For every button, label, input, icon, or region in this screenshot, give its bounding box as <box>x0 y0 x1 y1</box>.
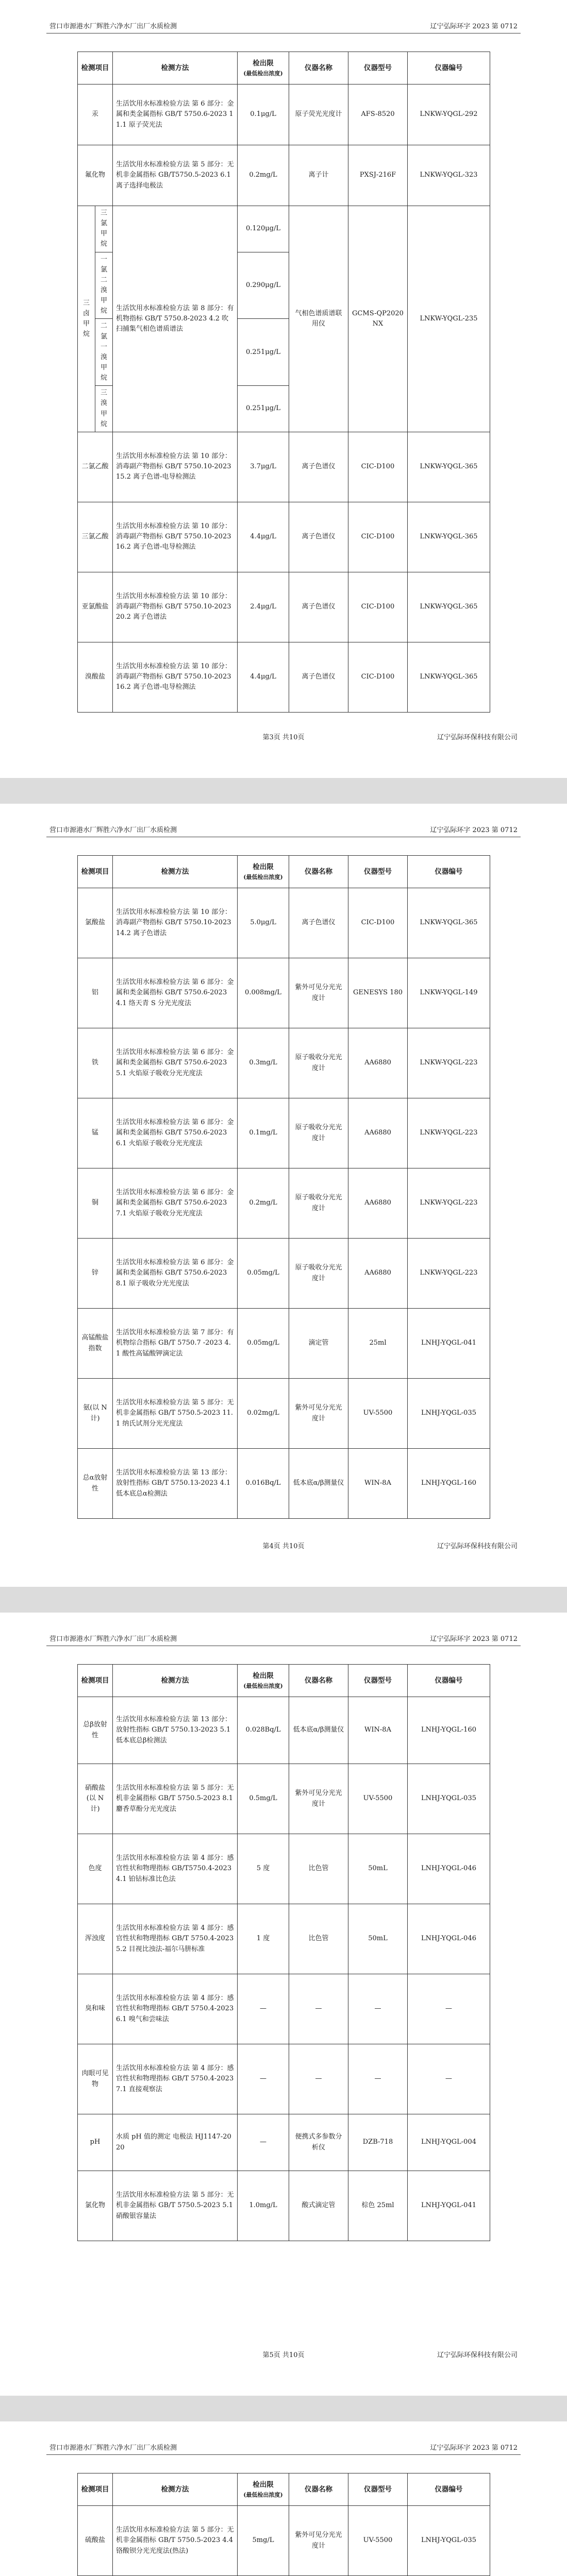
item-cell: 汞 <box>78 84 113 145</box>
model-cell: CIC-D100 <box>348 888 408 958</box>
table-row <box>78 1449 490 1519</box>
item-cell: 总α放射性 <box>78 1449 113 1519</box>
method-cell: 生活饮用水标准检验方法 第 10 部分：消毒副产物指标 GB/T 5750.10-2023 16.2 离子色谱-电导检测法 <box>113 502 238 572</box>
instrument-cell: 比色管 <box>289 1904 348 1974</box>
limit-cell: 0.05mg/L <box>238 1309 289 1379</box>
instrument-cell: 离子计 <box>289 145 348 206</box>
item-cell: 总β放射性 <box>78 1697 113 1764</box>
table-row <box>78 888 490 958</box>
number-cell: LNKW-YQGL-365 <box>408 502 490 572</box>
table-row <box>78 145 490 206</box>
table-row <box>78 1904 490 1974</box>
col-header-number: 仪器编号 <box>408 856 490 888</box>
page-number: 第3页 共10页 <box>262 734 305 741</box>
instrument-cell: 离子色谱仪 <box>289 572 348 642</box>
limit-cell: 0.02mg/L <box>238 1379 289 1449</box>
method-cell: 生活饮用水标准检验方法 第 5 部分：无机非金属指标 GB/T5750.5-2023 6.1 离子选择电极法 <box>113 145 238 206</box>
method-cell: 生活饮用水标准检验方法 第 5 部分：无机非金属指标 GB/T 5750.5-2023 8.1 麝香草酚分光光度法 <box>113 1764 238 1834</box>
col-header-number: 仪器编号 <box>408 52 490 84</box>
table-row <box>78 2171 490 2241</box>
model-cell: GENESYS 180 <box>348 958 408 1028</box>
number-cell: LNKW-YQGL-365 <box>408 888 490 958</box>
limit-cell: 0.05mg/L <box>238 1239 289 1309</box>
header-left-text: 营口市源港水厂辉胜六净水厂出厂水质检测 <box>49 2444 177 2452</box>
model-cell: WIN-8A <box>348 1449 408 1519</box>
method-cell: 生活饮用水标准检验方法 第 7 部分：有机物综合指标 GB/T 5750.7 -2023 4.1 酸性高锰酸钾滴定法 <box>113 1309 238 1379</box>
number-cell: LNKW-YQGL-323 <box>408 145 490 206</box>
limit-cell: — <box>238 1974 289 2044</box>
model-cell: UV-5500 <box>348 2506 408 2576</box>
model-cell: AA6880 <box>348 1239 408 1309</box>
table-row <box>78 1309 490 1379</box>
item-cell: 氯酸盐 <box>78 888 113 958</box>
number-cell: LNKW-YQGL-365 <box>408 432 490 502</box>
table-row <box>78 1168 490 1239</box>
table-row <box>78 1379 490 1449</box>
footer-company: 辽宁弘际环保科技有限公司 <box>437 734 518 741</box>
instrument-cell: 离子色谱仪 <box>289 432 348 502</box>
page-footer <box>46 2347 521 2360</box>
method-cell: 生活饮用水标准检验方法 第 4 部分：感官性状和物理指标 GB/T 5750.4-2023 7.1 直接观察法 <box>113 2044 238 2114</box>
number-cell: LNHJ-YQGL-041 <box>408 1309 490 1379</box>
limit-cell: 0.251μg/L <box>238 319 289 386</box>
method-cell: 生活饮用水标准检验方法 第 10 部分：消毒副产物指标 GB/T 5750.10-2023 16.2 离子色谱-电导检测法 <box>113 642 238 712</box>
table-row <box>78 2114 490 2171</box>
instrument-cell: 紫外可见分光光度计 <box>289 1379 348 1449</box>
col-header-number: 仪器编号 <box>408 2473 490 2506</box>
table-header-row <box>78 2473 490 2506</box>
number-cell: LNHJ-YQGL-160 <box>408 1449 490 1519</box>
item-cell: 氯化物 <box>78 2171 113 2241</box>
model-cell: WIN-8A <box>348 1697 408 1764</box>
method-cell: 生活饮用水标准检验方法 第 10 部分：消毒副产物指标 GB/T 5750.10-2023 15.2 离子色谱-电导检测法 <box>113 432 238 502</box>
report-page-4 <box>0 804 567 1587</box>
table-row <box>78 2506 490 2576</box>
instrument-cell: 低本底α/β测量仪 <box>289 1449 348 1519</box>
limit-cell: 0.3mg/L <box>238 1028 289 1098</box>
limit-cell: 0.016Bq/L <box>238 1449 289 1519</box>
col-header-limit-label: 检出限 <box>253 2481 274 2489</box>
col-header-limit-unit: (最低检出浓度) <box>243 2491 283 2498</box>
model-cell: 棕色 25ml <box>348 2171 408 2241</box>
col-header-limit <box>238 856 289 888</box>
instrument-cell: — <box>289 1974 348 2044</box>
item-cell: 氨(以 N 计) <box>78 1379 113 1449</box>
number-cell: LNKW-YQGL-235 <box>408 206 490 432</box>
method-cell: 生活饮用水标准检验方法 第 6 部分：金属和类金属指标 GB/T 5750.6-2023 5.1 火焰原子吸收分光光度法 <box>113 1028 238 1098</box>
model-cell: CIC-D100 <box>348 572 408 642</box>
table-row <box>78 642 490 712</box>
model-cell: AA6880 <box>348 1098 408 1168</box>
model-cell: CIC-D100 <box>348 432 408 502</box>
report-page-3 <box>0 0 567 778</box>
col-header-model: 仪器型号 <box>348 52 408 84</box>
item-cell: 肉眼可见物 <box>78 2044 113 2114</box>
model-cell: DZB-718 <box>348 2114 408 2171</box>
page-number: 第4页 共10页 <box>262 1543 305 1550</box>
method-cell: 生活饮用水标准检验方法 第 6 部分：金属和类金属指标 GB/T 5750.6-2023 11.1 原子荧光法 <box>113 84 238 145</box>
limit-cell: 0.028Bq/L <box>238 1697 289 1764</box>
number-cell: LNKW-YQGL-223 <box>408 1028 490 1098</box>
instrument-cell: 原子吸收分光光度计 <box>289 1239 348 1309</box>
method-cell: 生活饮用水标准检验方法 第 6 部分：金属和类金属指标 GB/T 5750.6-2023 8.1 原子吸收分光光度法 <box>113 1239 238 1309</box>
number-cell: LNKW-YQGL-223 <box>408 1168 490 1239</box>
col-header-number: 仪器编号 <box>408 1665 490 1697</box>
col-header-method: 检测方法 <box>113 2473 238 2506</box>
instrument-cell: — <box>289 2044 348 2114</box>
item-cell: 锌 <box>78 1239 113 1309</box>
detection-table <box>77 855 490 1519</box>
limit-cell: 0.290μg/L <box>238 252 289 319</box>
item-cell: 硫酸盐 <box>78 2506 113 2576</box>
item-cell: 硝酸盐(以 N 计) <box>78 1764 113 1834</box>
number-cell: LNHJ-YQGL-046 <box>408 1834 490 1904</box>
method-cell: 生活饮用水标准检验方法 第 6 部分：金属和类金属指标 GB/T 5750.6-2023 7.1 火焰原子吸收分光光度法 <box>113 1168 238 1239</box>
method-cell: 生活饮用水标准检验方法 第 4 部分：感官性状和物理指标 GB/T5750.4-2023 4.1 铂钴标准比色法 <box>113 1834 238 1904</box>
limit-cell: 4.4μg/L <box>238 642 289 712</box>
number-cell: LNHJ-YQGL-035 <box>408 1764 490 1834</box>
limit-cell: 0.120μg/L <box>238 206 289 252</box>
page-header <box>46 2440 521 2455</box>
model-cell: UV-5500 <box>348 1379 408 1449</box>
model-cell: PXSJ-216F <box>348 145 408 206</box>
number-cell: LNKW-YQGL-223 <box>408 1239 490 1309</box>
item-cell: 三氯乙酸 <box>78 502 113 572</box>
method-cell: 生活饮用水标准检验方法 第 10 部分：消毒副产物指标 GB/T 5750.10-2023 20.2 离子色谱法 <box>113 572 238 642</box>
model-cell: CIC-D100 <box>348 502 408 572</box>
header-left-text: 营口市源港水厂辉胜六净水厂出厂水质检测 <box>49 23 177 30</box>
instrument-cell: 比色管 <box>289 1834 348 1904</box>
table-row <box>78 958 490 1028</box>
instrument-cell: 滴定管 <box>289 1309 348 1379</box>
table-row <box>78 206 490 252</box>
footer-company: 辽宁弘际环保科技有限公司 <box>437 1543 518 1550</box>
limit-cell: 0.251μg/L <box>238 386 289 432</box>
limit-cell: 0.1mg/L <box>238 1098 289 1168</box>
header-report-number: 辽宁弘际环字 2023 第 0712 <box>430 1635 518 1643</box>
col-header-limit-unit: (最低检出浓度) <box>243 873 283 880</box>
table-row <box>78 572 490 642</box>
instrument-cell: 酸式滴定管 <box>289 2171 348 2241</box>
col-header-instrument: 仪器名称 <box>289 2473 348 2506</box>
instrument-cell: 原子吸收分光光度计 <box>289 1168 348 1239</box>
item-cell: 锰 <box>78 1098 113 1168</box>
limit-cell: 0.008mg/L <box>238 958 289 1028</box>
number-cell: LNKW-YQGL-223 <box>408 1098 490 1168</box>
method-cell: 生活饮用水标准检验方法 第 5 部分：无机非金属指标 GB/T 5750.5-2023 4.4 铬酸钡分光光度法(热法) <box>113 2506 238 2576</box>
page-footer <box>46 1538 521 1551</box>
number-cell: LNHJ-YQGL-035 <box>408 2506 490 2576</box>
method-cell: 生活饮用水标准检验方法 第 6 部分：金属和类金属指标 GB/T 5750.6-2023 4.1 络天青 S 分光光度法 <box>113 958 238 1028</box>
col-header-limit <box>238 2473 289 2506</box>
col-header-model: 仪器型号 <box>348 1665 408 1697</box>
header-report-number: 辽宁弘际环字 2023 第 0712 <box>430 826 518 834</box>
method-cell: 生活饮用水标准检验方法 第 4 部分：感官性状和物理指标 GB/T 5750.4-2023 5.2 目视比浊法-福尔马肼标准 <box>113 1904 238 1974</box>
model-cell: GCMS-QP2020NX <box>348 206 408 432</box>
table-row <box>78 84 490 145</box>
item-cell: 亚氯酸盐 <box>78 572 113 642</box>
method-cell: 生活饮用水标准检验方法 第 6 部分：金属和类金属指标 GB/T 5750.6-2023 6.1 火焰原子吸收分光光度法 <box>113 1098 238 1168</box>
page-number: 第5页 共10页 <box>262 2351 305 2359</box>
instrument-cell: 紫外可见分光光度计 <box>289 2506 348 2576</box>
instrument-cell: 离子色谱仪 <box>289 642 348 712</box>
table-row <box>78 1764 490 1834</box>
model-cell: — <box>348 1974 408 2044</box>
instrument-cell: 原子荧光光度计 <box>289 84 348 145</box>
limit-cell: — <box>238 2044 289 2114</box>
item-cell: 铁 <box>78 1028 113 1098</box>
instrument-cell: 原子吸收分光光度计 <box>289 1098 348 1168</box>
item-cell: 铜 <box>78 1168 113 1239</box>
model-cell: UV-5500 <box>348 1764 408 1834</box>
limit-cell: 1.0mg/L <box>238 2171 289 2241</box>
col-header-limit-label: 检出限 <box>253 863 274 872</box>
method-cell: 生活饮用水标准检验方法 第 13 部分：放射性指标 GB/T 5750.13-2023 5.1 低本底总β检测法 <box>113 1697 238 1764</box>
header-report-number: 辽宁弘际环字 2023 第 0712 <box>430 23 518 30</box>
col-header-method: 检测方法 <box>113 856 238 888</box>
instrument-cell: 便携式多参数分析仪 <box>289 2114 348 2171</box>
item-cell: 氟化物 <box>78 145 113 206</box>
col-header-instrument: 仪器名称 <box>289 1665 348 1697</box>
table-row <box>78 1028 490 1098</box>
method-cell: 生活饮用水标准检验方法 第 13 部分：放射性指标 GB/T 5750.13-2023 4.1 低本底总α检测法 <box>113 1449 238 1519</box>
limit-cell: 0.2mg/L <box>238 145 289 206</box>
item-cell: 浑浊度 <box>78 1904 113 1974</box>
method-cell: 生活饮用水标准检验方法 第 5 部分：无机非金属指标 GB/T 5750.5-2023 5.1 硝酸银容量法 <box>113 2171 238 2241</box>
number-cell: LNHJ-YQGL-004 <box>408 2114 490 2171</box>
page-header <box>46 19 521 33</box>
table-row <box>78 1098 490 1168</box>
col-header-limit-label: 检出限 <box>253 1672 274 1681</box>
number-cell: LNKW-YQGL-149 <box>408 958 490 1028</box>
limit-cell: 0.5mg/L <box>238 1764 289 1834</box>
col-header-item: 检测项目 <box>78 856 113 888</box>
footer-company: 辽宁弘际环保科技有限公司 <box>437 2351 518 2359</box>
model-cell: CIC-D100 <box>348 642 408 712</box>
table-row <box>78 432 490 502</box>
number-cell: — <box>408 1974 490 2044</box>
subitem-cell: 三溴甲烷 <box>95 386 113 432</box>
detection-table <box>77 1664 490 2241</box>
item-cell: 二氯乙酸 <box>78 432 113 502</box>
number-cell: LNHJ-YQGL-160 <box>408 1697 490 1764</box>
number-cell: LNKW-YQGL-365 <box>408 642 490 712</box>
instrument-cell: 气相色谱质谱联用仪 <box>289 206 348 432</box>
report-page-5 <box>0 1613 567 2396</box>
table-header-row <box>78 856 490 888</box>
col-header-model: 仪器型号 <box>348 856 408 888</box>
item-cell: pH <box>78 2114 113 2171</box>
number-cell: LNHJ-YQGL-035 <box>408 1379 490 1449</box>
model-cell: — <box>348 2044 408 2114</box>
limit-cell: — <box>238 2114 289 2171</box>
table-row <box>78 1697 490 1764</box>
page-footer <box>46 730 521 742</box>
col-header-model: 仪器型号 <box>348 2473 408 2506</box>
method-cell: 水质 pH 值的测定 电极法 HJ1147-2020 <box>113 2114 238 2171</box>
limit-cell: 5mg/L <box>238 2506 289 2576</box>
subitem-cell: 三氯甲烷 <box>95 206 113 252</box>
table-header-row <box>78 52 490 84</box>
subitem-cell: 一氯二溴甲烷 <box>95 252 113 319</box>
method-cell: 生活饮用水标准检验方法 第 8 部分：有机物指标 GB/T 5750.8-2023 4.2 吹扫捕集气相色谱质谱法 <box>113 206 238 432</box>
number-cell: LNHJ-YQGL-046 <box>408 1904 490 1974</box>
item-cell: 高锰酸盐指数 <box>78 1309 113 1379</box>
header-left-text: 营口市源港水厂辉胜六净水厂出厂水质检测 <box>49 826 177 834</box>
instrument-cell: 离子色谱仪 <box>289 888 348 958</box>
col-header-limit <box>238 1665 289 1697</box>
instrument-cell: 低本底α/β测量仪 <box>289 1697 348 1764</box>
instrument-cell: 紫外可见分光光度计 <box>289 958 348 1028</box>
table-row <box>78 1834 490 1904</box>
table-row <box>78 1239 490 1309</box>
col-header-limit-label: 检出限 <box>253 59 274 68</box>
detection-table <box>77 52 490 713</box>
header-left-text: 营口市源港水厂辉胜六净水厂出厂水质检测 <box>49 1635 177 1643</box>
limit-cell: 4.4μg/L <box>238 502 289 572</box>
model-cell: 50mL <box>348 1834 408 1904</box>
report-page-6 <box>0 2421 567 2576</box>
col-header-limit-unit: (最低检出浓度) <box>243 1682 283 1689</box>
instrument-cell: 原子吸收分光光度计 <box>289 1028 348 1098</box>
col-header-method: 检测方法 <box>113 52 238 84</box>
col-header-limit <box>238 52 289 84</box>
page-header <box>46 822 521 837</box>
col-header-method: 检测方法 <box>113 1665 238 1697</box>
group-cell: 三卤甲烷 <box>78 206 95 432</box>
table-row <box>78 502 490 572</box>
instrument-cell: 离子色谱仪 <box>289 502 348 572</box>
number-cell: LNKW-YQGL-365 <box>408 572 490 642</box>
item-cell: 臭和味 <box>78 1974 113 2044</box>
item-cell: 溴酸盐 <box>78 642 113 712</box>
instrument-cell: 紫外可见分光光度计 <box>289 1764 348 1834</box>
limit-cell: 5.0μg/L <box>238 888 289 958</box>
limit-cell: 0.2mg/L <box>238 1168 289 1239</box>
col-header-item: 检测项目 <box>78 52 113 84</box>
item-cell: 色度 <box>78 1834 113 1904</box>
limit-cell: 5 度 <box>238 1834 289 1904</box>
limit-cell: 0.1μg/L <box>238 84 289 145</box>
col-header-item: 检测项目 <box>78 2473 113 2506</box>
method-cell: 生活饮用水标准检验方法 第 4 部分：感官性状和物理指标 GB/T 5750.4-2023 6.1 嗅气和尝味法 <box>113 1974 238 2044</box>
table-row <box>78 2044 490 2114</box>
model-cell: AA6880 <box>348 1168 408 1239</box>
col-header-limit-unit: (最低检出浓度) <box>243 70 283 77</box>
method-cell: 生活饮用水标准检验方法 第 10 部分：消毒副产物指标 GB/T 5750.10-2023 14.2 离子色谱法 <box>113 888 238 958</box>
limit-cell: 3.7μg/L <box>238 432 289 502</box>
model-cell: AA6880 <box>348 1028 408 1098</box>
model-cell: 50mL <box>348 1904 408 1974</box>
number-cell: LNHJ-YQGL-041 <box>408 2171 490 2241</box>
detection-table <box>77 2473 490 2576</box>
number-cell: — <box>408 2044 490 2114</box>
header-report-number: 辽宁弘际环字 2023 第 0712 <box>430 2444 518 2452</box>
method-cell: 生活饮用水标准检验方法 第 5 部分：无机非金属指标 GB/T 5750.5-2023 11.1 纳氏试剂分光光度法 <box>113 1379 238 1449</box>
limit-cell: 1 度 <box>238 1904 289 1974</box>
col-header-item: 检测项目 <box>78 1665 113 1697</box>
page-header <box>46 1631 521 1646</box>
number-cell: LNKW-YQGL-292 <box>408 84 490 145</box>
table-row <box>78 1974 490 2044</box>
model-cell: 25ml <box>348 1309 408 1379</box>
model-cell: AFS-8520 <box>348 84 408 145</box>
col-header-instrument: 仪器名称 <box>289 52 348 84</box>
subitem-cell: 二氯一溴甲烷 <box>95 319 113 386</box>
table-header-row <box>78 1665 490 1697</box>
col-header-instrument: 仪器名称 <box>289 856 348 888</box>
item-cell: 铝 <box>78 958 113 1028</box>
limit-cell: 2.4μg/L <box>238 572 289 642</box>
